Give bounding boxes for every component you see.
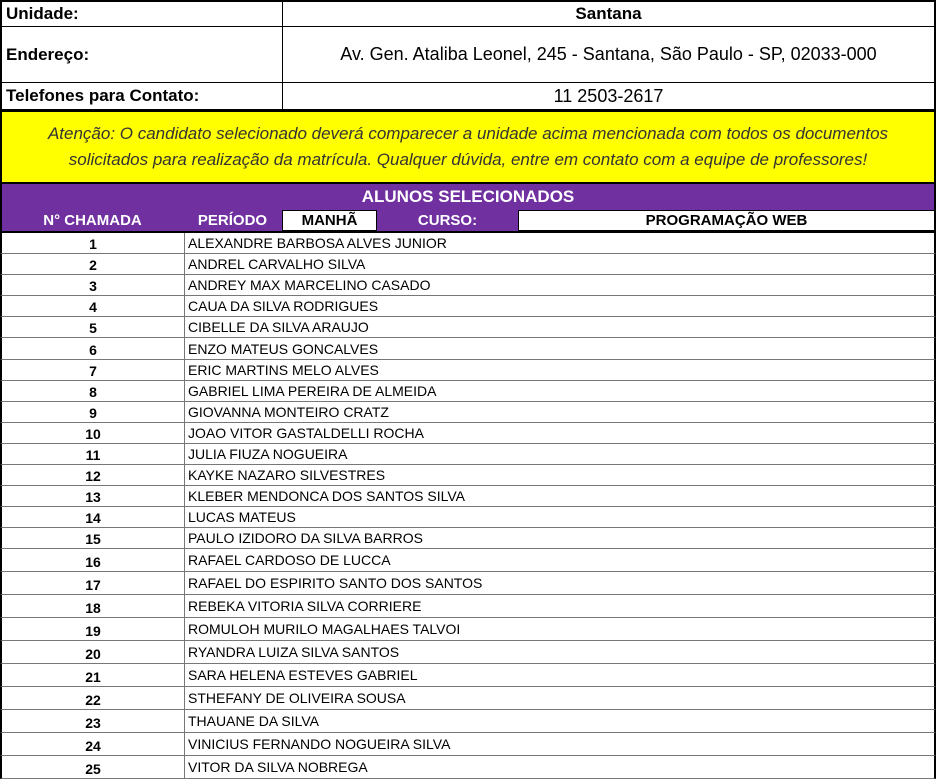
student-number: 9: [2, 402, 185, 422]
header-numero: N° CHAMADA: [2, 210, 183, 231]
student-number: 17: [2, 572, 185, 594]
header-curso-value: PROGRAMAÇÃO WEB: [518, 210, 934, 231]
student-number: 22: [2, 687, 185, 709]
header-periodo-value: MANHÃ: [282, 210, 377, 231]
table-row: [0, 618, 936, 641]
table-row: [0, 254, 936, 275]
student-number: 18: [2, 595, 185, 617]
student-name: RAFAEL CARDOSO DE LUCCA: [188, 552, 391, 568]
header-curso-label: CURSO:: [377, 210, 518, 231]
student-name: REBEKA VITORIA SILVA CORRIERE: [188, 598, 422, 614]
table-row: [0, 595, 936, 618]
student-name: JULIA FIUZA NOGUEIRA: [188, 446, 348, 462]
table-row: [0, 664, 936, 687]
table-row: [0, 687, 936, 710]
student-number: 8: [2, 381, 185, 401]
student-name: ERIC MARTINS MELO ALVES: [188, 362, 379, 378]
student-number: 14: [2, 507, 185, 527]
student-name: ALEXANDRE BARBOSA ALVES JUNIOR: [188, 235, 447, 251]
student-name: LUCAS MATEUS: [188, 509, 296, 525]
table-row: [0, 528, 936, 549]
student-number: 20: [2, 641, 185, 663]
table-row: [0, 360, 936, 381]
student-name: ENZO MATEUS GONCALVES: [188, 340, 379, 357]
unidade-value: Santana: [575, 4, 642, 23]
student-name: VITOR DA SILVA NOBREGA: [188, 759, 368, 775]
student-name: KAYKE NAZARO SILVESTRES: [188, 467, 386, 483]
attention-notice: Atenção: O candidato selecionado deverá comparecer a unidade acima mencionada com todos os documentos solicitados para realização da matrícula. Qualquer dúvida, entre em contato com a equipe de professores!: [0, 110, 936, 184]
table-row: [0, 423, 936, 444]
telefone-value: 11 2503-2617: [553, 85, 664, 106]
student-number: 16: [2, 549, 185, 571]
student-name: JOAO VITOR GASTALDELLI ROCHA: [188, 425, 424, 441]
table-row: [0, 549, 936, 572]
header-periodo-label: PERÍODO: [183, 210, 282, 231]
table-row: [0, 572, 936, 595]
table-row: [0, 317, 936, 338]
student-name: ANDREL CARVALHO SILVA: [188, 256, 366, 272]
table-row: [0, 710, 936, 733]
table-row: [0, 507, 936, 528]
student-number: 1: [2, 233, 185, 253]
student-number: 15: [2, 528, 185, 548]
unidade-row: [0, 0, 936, 27]
student-name: ANDREY MAX MARCELINO CASADO: [188, 277, 431, 293]
student-number: 19: [2, 618, 185, 640]
student-name: SARA HELENA ESTEVES GABRIEL: [188, 667, 418, 683]
table-row: [0, 275, 936, 296]
student-number: 24: [2, 733, 185, 755]
student-name: KLEBER MENDONCA DOS SANTOS SILVA: [188, 488, 465, 504]
student-number: 21: [2, 664, 185, 686]
student-number: 4: [2, 296, 185, 316]
table-row: [0, 486, 936, 507]
student-number: 6: [2, 338, 185, 359]
student-name: ROMULOH MURILO MAGALHAES TALVOI: [188, 621, 461, 637]
student-number: 2: [2, 254, 185, 274]
table-row: [0, 402, 936, 423]
telefone-row: [0, 83, 936, 110]
endereco-row: [0, 27, 936, 83]
table-row: [0, 465, 936, 486]
students-table: [0, 233, 936, 779]
student-name: THAUANE DA SILVA: [188, 713, 319, 729]
table-row: [0, 444, 936, 465]
table-row: [0, 756, 936, 779]
student-name: CAUA DA SILVA RODRIGUES: [188, 298, 379, 314]
endereco-value: Av. Gen. Ataliba Leonel, 245 - Santana, São Paulo - SP, 02033-000: [340, 44, 877, 64]
student-number: 7: [2, 360, 185, 380]
student-number: 25: [2, 756, 185, 778]
student-number: 3: [2, 275, 185, 295]
student-name: STHEFANY DE OLIVEIRA SOUSA: [188, 690, 406, 706]
endereco-label: Endereço:: [2, 27, 283, 82]
table-header: [0, 210, 936, 233]
table-row: [0, 338, 936, 360]
student-number: 13: [2, 486, 185, 506]
student-name: CIBELLE DA SILVA ARAUJO: [188, 319, 369, 335]
student-name: PAULO IZIDORO DA SILVA BARROS: [188, 530, 423, 546]
student-number: 11: [2, 444, 185, 464]
student-name: RYANDRA LUIZA SILVA SANTOS: [188, 644, 400, 660]
student-name: GABRIEL LIMA PEREIRA DE ALMEIDA: [188, 383, 437, 399]
table-row: [0, 296, 936, 317]
table-row: [0, 641, 936, 664]
table-row: [0, 233, 936, 254]
student-name: RAFAEL DO ESPIRITO SANTO DOS SANTOS: [188, 575, 483, 591]
telefone-label: Telefones para Contato:: [2, 83, 283, 109]
table-row: [0, 381, 936, 402]
student-number: 10: [2, 423, 185, 443]
student-name: GIOVANNA MONTEIRO CRATZ: [188, 404, 389, 420]
section-title: ALUNOS SELECIONADOS: [0, 184, 936, 210]
student-number: 12: [2, 465, 185, 485]
table-row: [0, 733, 936, 756]
student-name: VINICIUS FERNANDO NOGUEIRA SILVA: [188, 736, 451, 752]
unidade-label: Unidade:: [2, 2, 283, 26]
student-number: 23: [2, 710, 185, 732]
student-number: 5: [2, 317, 185, 337]
